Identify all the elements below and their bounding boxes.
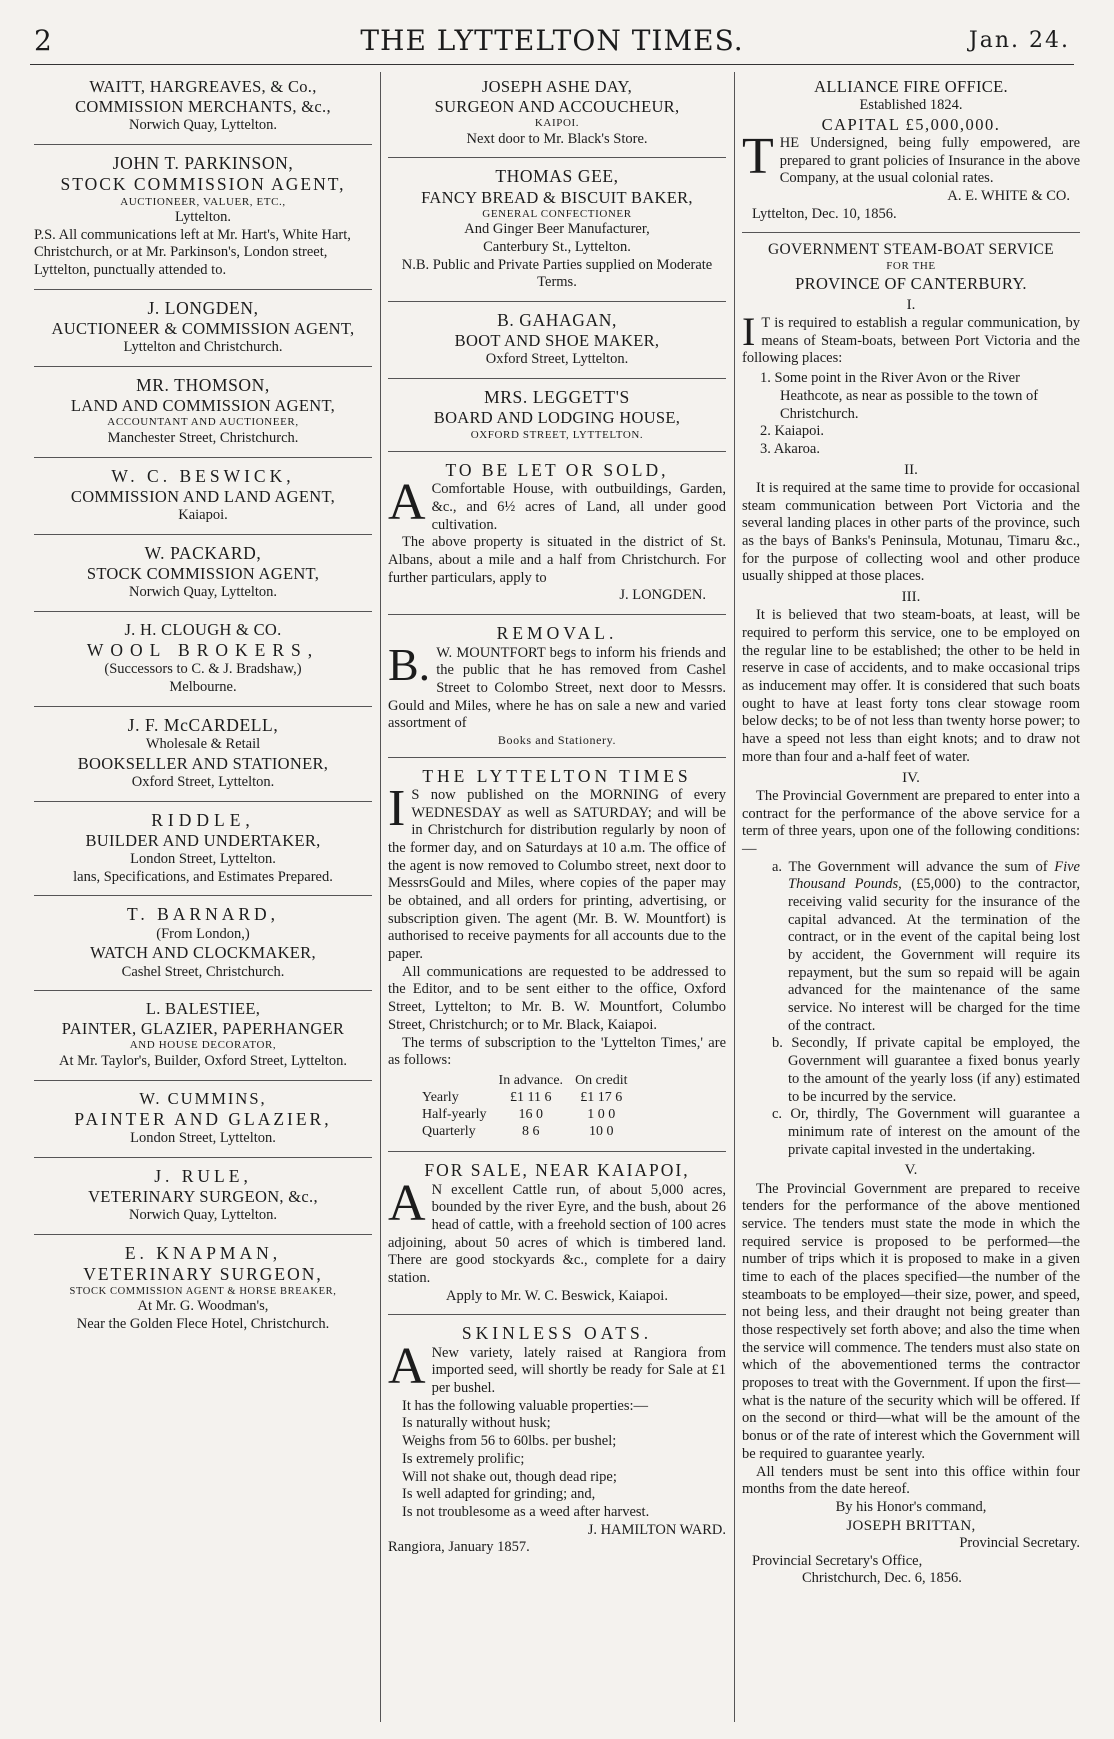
list-item: Is naturally without husk; — [402, 1415, 551, 1432]
condition-text: (£5,000) to the contractor, receiving valid security for the insurance of the capital advanced. At the termination of the contract, or in the event of the capital being lost by accident, the Government will require its repayment, but the sum so repaid will be again advanced for the maintenance of the same service. No interest will be charged for the time of the contract. — [788, 876, 1080, 1034]
ad-trade: WATCH AND CLOCKMAKER, — [90, 943, 316, 963]
ad-address: Manchester Street, Christchurch. — [107, 429, 299, 446]
ad-subtitle: STOCK COMMISSION AGENT & HORSE BREAKER, — [69, 1285, 337, 1297]
table-header — [416, 1072, 634, 1089]
divider — [34, 144, 372, 145]
divider — [34, 534, 372, 535]
ad-waitt — [34, 74, 372, 140]
ad-name: JOHN T. PARKINSON, — [112, 152, 294, 173]
table-cell: In advance. — [498, 1072, 564, 1088]
drop-cap: I — [742, 309, 756, 355]
ad-packard — [34, 540, 372, 607]
ad-subtitle: GENERAL CONFECTIONER — [482, 207, 632, 220]
ad-signature: JOSEPH BRITTAN, — [846, 1517, 976, 1534]
table-row — [416, 1089, 634, 1106]
table-cell: £1 17 6 — [580, 1089, 623, 1105]
ad-subtitle: Established 1824. — [859, 97, 963, 114]
column-divider — [734, 72, 735, 1722]
ad-trade: BOOT AND SHOE MAKER, — [454, 331, 660, 351]
ad-trade: VETERINARY SURGEON, — [83, 1264, 323, 1285]
property-list — [388, 1415, 726, 1521]
ad-beswick — [34, 463, 372, 530]
divider — [34, 289, 372, 290]
ad-body: New variety, lately raised at Rangiora from imported seed, will shortly be ready for Sale at £1 per bushel. — [431, 1344, 726, 1397]
section-body: The Provincial Government are prepared to receive tenders for the performance of the above mentioned service. The tenders must state the mode in which the required service is proposed to be performed—the number of trips which it is proposed to make in a given time to each of the places specified—the number of the steamboats to be employed—their size, power, and speed, not being less, and their draught not being greater than those respectively set forth above; and also the time when the service will commence. The tenders must also state on which of the abovementioned terms the contractor proposes to treat with the Government. If upon the first—what is the nature of the security which will be offered. If on the second or third—what will be the amount of the bonus or of the rate of interest which the Government will be required to guarantee yearly. — [742, 1180, 1080, 1462]
ad-trade: SURGEON AND ACCOUCHEUR, — [434, 97, 680, 117]
places-list — [742, 370, 1080, 458]
ad-trade: FANCY BREAD & BISCUIT BAKER, — [421, 187, 693, 207]
ad-gee — [388, 163, 726, 297]
section-body: T is required to establish a regular communication, by means of Steam-boats, between Port Victoria and the following places: — [742, 315, 1080, 367]
ad-subtitle: AND HOUSE DECORATOR, — [129, 1039, 277, 1052]
ad-address: Melbourne. — [169, 678, 237, 695]
ad-dateline: Christchurch, Dec. 6, 1856. — [802, 1570, 962, 1587]
ad-lyttelton-times — [388, 763, 726, 1148]
ad-address: Near the Golden Flece Hotel, Christchurch. — [76, 1316, 330, 1333]
ad-subtitle: FOR THE — [886, 260, 936, 273]
ad-body: W. MOUNTFORT begs to inform his friends and the public that he has removed from Cashel Street to Colombo Street, next door to Messrs. Gould and Miles, where he has on sale a new and varied assortment of — [388, 644, 726, 732]
ad-note: lans, Specifications, and Estimates Prepared. — [73, 868, 333, 885]
ad-subtitle: AUCTIONEER, VALUER, ETC., — [120, 195, 286, 208]
ad-trade: AUCTIONEER & COMMISSION AGENT, — [51, 319, 355, 339]
ad-to-let — [388, 457, 726, 610]
ad-office: Provincial Secretary's Office, — [752, 1552, 923, 1569]
ad-body: The above property is situated in the district of St. Albans, about a mile and a half from Christchurch. For further particulars, apply to — [388, 534, 726, 586]
ad-address: OXFORD STREET, LYTTELTON. — [470, 428, 644, 441]
ad-subtitle: (Successors to C. & J. Bradshaw,) — [104, 661, 302, 678]
divider — [388, 614, 726, 615]
ad-trade: PAINTER AND GLAZIER, — [74, 1108, 332, 1129]
ad-signature: J. HAMILTON WARD. — [587, 1521, 726, 1538]
ad-cummins — [34, 1086, 372, 1153]
masthead-rule — [30, 64, 1074, 65]
table-cell: 8 6 — [522, 1124, 540, 1140]
ad-signature: A. E. WHITE & CO. — [947, 188, 1070, 204]
ad-title: Provincial Secretary. — [959, 1534, 1080, 1551]
section-number: II. — [904, 461, 918, 478]
drop-cap: T — [742, 127, 774, 185]
ad-address: London Street, Lyttelton. — [130, 850, 276, 867]
page-number: 2 — [34, 24, 52, 57]
ad-address: At Mr. G. Woodman's, — [137, 1298, 269, 1315]
ad-trade: PAINTER, GLAZIER, PAPERHANGER — [61, 1019, 345, 1039]
ad-balestiee — [34, 996, 372, 1075]
ad-name: MR. THOMSON, — [136, 374, 270, 395]
command-line: By his Honor's command, — [835, 1498, 987, 1515]
ad-note: N.B. Public and Private Parties supplied on Moderate Terms. — [401, 256, 713, 291]
ad-skinless-oats — [388, 1320, 726, 1562]
ad-alliance — [742, 74, 1080, 228]
drop-cap: A — [388, 1174, 426, 1232]
ad-name: W. PACKARD, — [144, 542, 262, 563]
divider — [388, 157, 726, 158]
divider — [34, 366, 372, 367]
ad-name: B. GAHAGAN, — [497, 309, 617, 330]
ad-name: RIDDLE, — [151, 809, 255, 830]
ad-subtitle: ACCOUNTANT AND AUCTIONEER, — [107, 416, 299, 429]
ad-address: Next door to Mr. Black's Store. — [466, 130, 648, 147]
list-item: 3. Akaroa. — [760, 440, 820, 457]
ad-trade: COMMISSION AND LAND AGENT, — [70, 486, 336, 506]
ad-address: Kaiapoi. — [178, 506, 228, 523]
section-number: III. — [901, 589, 921, 606]
ad-apply: Apply to Mr. W. C. Beswick, Kaiapoi. — [446, 1287, 668, 1304]
ad-name: E. KNAPMAN, — [124, 1242, 282, 1263]
divider — [388, 378, 726, 379]
ad-address: Cashel Street, Christchurch. — [121, 963, 285, 980]
ad-parkinson — [34, 150, 372, 285]
ad-heading: SKINLESS OATS. — [461, 1323, 653, 1344]
divider — [34, 1080, 372, 1081]
condition-text: a. The Government will advance the sum of — [772, 858, 1055, 875]
ad-name: J. F. McCARDELL, — [127, 714, 279, 735]
ad-thomson — [34, 372, 372, 453]
ad-riddle — [34, 807, 372, 892]
ad-name: W. CUMMINS, — [139, 1088, 267, 1108]
drop-cap: A — [388, 474, 426, 532]
issue-date: Jan. 24. — [968, 28, 1070, 53]
ad-subtitle: Wholesale & Retail — [145, 736, 261, 752]
ad-trade: LAND AND COMMISSION AGENT, — [70, 396, 336, 416]
section-number: V. — [904, 1162, 918, 1179]
ad-body: N excellent Cattle run, of about 5,000 acres, bounded by the river Eyre, and the bush, about 26 head of cattle, with a freehold section of 100 acres adjoining, about 50 acres of which is timbered land. There are good stockyards &c., complete for a dairy station. — [388, 1181, 726, 1286]
ad-body: It has the following valuable properties:— — [402, 1397, 649, 1414]
divider — [388, 451, 726, 452]
ad-note: P.S. All communications left at Mr. Hart's, White Hart, Christchurch, or at Mr. Parkinson's, London street, Lyttelton, punctually attended to. — [34, 226, 351, 279]
column-divider — [380, 72, 381, 1722]
drop-cap: A — [388, 1337, 426, 1395]
table-cell: Quarterly — [422, 1124, 476, 1140]
list-item: Is not troublesome as a weed after harvest. — [402, 1503, 650, 1520]
section-number: I. — [906, 296, 916, 313]
ad-body: The terms of subscription to the 'Lyttelton Times,' are as follows: — [388, 1034, 726, 1069]
table-row — [416, 1123, 634, 1140]
ad-subtitle: KAIPOI. — [534, 117, 580, 130]
section-number: IV. — [902, 769, 920, 786]
ad-name: W. C. BESWICK, — [111, 465, 295, 486]
section-body: It is required at the same time to provide for occasional steam communication between Port Victoria and the several landing places in other parts of the province, such as the bays of Banks's Peninsula, Motunau, Timaru &c., for the purpose of collecting wool and other produce usually shipped at those places. — [742, 479, 1080, 585]
ad-body: HE Undersigned, being fully empowered, are prepared to grant policies of Insurance in the above Company, at the usual colonial rates. — [779, 134, 1080, 187]
ad-capital: CAPITAL £5,000,000. — [821, 114, 1001, 134]
divider — [742, 232, 1080, 233]
ad-dateline: Lyttelton, Dec. 10, 1856. — [752, 205, 897, 222]
ad-body: All communications are requested to be addressed to the Editor, and to be sent either to the office, Oxford Street, Lyttelton; to Mr. B. W. Mountfort, Columbo Street, Christchurch; or to Mr. Black, Kaiapoi. — [388, 963, 726, 1033]
ad-address: Lyttelton. — [175, 209, 231, 226]
ad-heading: THE LYTTELTON TIMES — [422, 765, 692, 786]
column-3 — [742, 74, 1080, 1593]
ad-address: Oxford Street, Lyttelton. — [485, 351, 629, 368]
ad-gahagan — [388, 307, 726, 374]
ad-name: J. H. CLOUGH & CO. — [124, 619, 282, 639]
list-item: Weighs from 56 to 60lbs. per bushel; — [402, 1433, 617, 1450]
table-cell: 16 0 — [518, 1107, 544, 1123]
section-body: It is believed that two steam-boats, at least, will be required to perform this service, one to be employed on the regular line to be established; the other to be held in reserve in case of accidents, and to make occasional trips as inducement may offer. It is considered that such boats ought to have at least forty tons clear stowage room below decks; to be of not less than twenty horse power; to have a speed not less than eight knots; and to draw not more than four and a-half feet of water. — [742, 607, 1080, 765]
table-cell: £1 11 6 — [510, 1089, 552, 1105]
drop-cap: B. — [388, 638, 431, 690]
section-body: The Provincial Government are prepared to enter into a contract for the performance of the above service for a term of three years, upon one of the following conditions:— — [742, 787, 1080, 857]
divider — [388, 1151, 726, 1152]
divider — [34, 1234, 372, 1235]
ad-longden — [34, 295, 372, 362]
ad-trade: WOOL BROKERS, — [86, 639, 320, 660]
ad-body: S now published on the MORNING of every WEDNESDAY as well as SATURDAY; and will be in Christchurch for distribution regularly by noon of the former day, and on Saturdays at 10 a.m. The office of the agent is now removed to Columbo street, next door to MessrsGould and Miles, where copies of the paper may be obtained, and all orders for printing, advertising, or subscription given. The agent (Mr. B. W. Mountfort) is authorised to receive payments for all accounts due to the paper. — [388, 786, 726, 963]
ad-address: Oxford Street, Lyttelton. — [131, 773, 275, 790]
ad-signature: J. LONGDEN. — [619, 587, 706, 604]
list-item — [742, 859, 1080, 1036]
ad-trade: BUILDER AND UNDERTAKER, — [85, 830, 321, 850]
ad-rule — [34, 1163, 372, 1230]
section-body: All tenders must be sent into this office within four months from the date hereof. — [742, 1463, 1080, 1498]
ad-address: Norwich Quay, Lyttelton. — [128, 584, 278, 601]
divider — [34, 706, 372, 707]
ad-body: Comfortable House, with outbuildings, Garden, &c., and 6½ acres of Land, all under good cultivation. — [431, 481, 726, 533]
ad-heading: ALLIANCE FIRE OFFICE. — [814, 77, 1008, 96]
ad-address: Norwich Quay, Lyttelton. — [128, 117, 278, 134]
masthead — [30, 22, 1074, 60]
divider — [388, 757, 726, 758]
ad-subtitle: PROVINCE OF CANTERBURY. — [795, 273, 1027, 293]
drop-cap: I — [388, 779, 406, 837]
ad-trade: STOCK COMMISSION AGENT, — [60, 174, 346, 195]
conditions-list — [742, 859, 1080, 1160]
divider — [34, 990, 372, 991]
ad-name: T. BARNARD, — [126, 904, 280, 925]
ad-leggett — [388, 384, 726, 447]
condition-amount: Five Thousand Pounds, — [788, 858, 1080, 893]
ad-line: And Ginger Beer Manufacturer, — [464, 221, 650, 238]
ad-address: Canterbury St., Lyttelton. — [483, 238, 631, 255]
subscription-table — [416, 1072, 634, 1140]
divider — [388, 1314, 726, 1315]
list-item: Is well adapted for grinding; and, — [402, 1486, 596, 1503]
ad-name: J. LONGDEN, — [147, 297, 259, 318]
ad-mccardell — [34, 712, 372, 797]
list-item: b. Secondly, If private capital be employed, the Government will guarantee a fixed bonus yearly to the amount of the yearly loss (if any) estimated to be incurred by the service. — [772, 1035, 1080, 1105]
ad-goods: Books and Stationery. — [497, 732, 617, 747]
list-item: 1. Some point in the River Avon or the River Heathcote, as near as possible to the town of Christchurch. — [760, 370, 1039, 422]
table-cell: On credit — [575, 1072, 628, 1088]
list-item: Will not shake out, though dead ripe; — [402, 1468, 617, 1485]
ad-name: JOSEPH ASHE DAY, — [481, 77, 633, 96]
ad-knapman — [34, 1240, 372, 1339]
list-item: 2. Kaiapoi. — [760, 423, 825, 440]
ad-heading: FOR SALE, NEAR KAIAPOI, — [424, 1160, 690, 1181]
list-item: c. Or, thirdly, The Government will guarantee a minimum rate of interest on the amount of the private capital invested in the undertaking. — [772, 1106, 1080, 1158]
ad-heading: GOVERNMENT STEAM-BOAT SERVICE — [768, 241, 1054, 259]
table-cell: 1 0 0 — [587, 1107, 616, 1123]
ad-name: THOMAS GEE, — [495, 166, 619, 187]
ad-barnard — [34, 901, 372, 986]
ad-for-sale — [388, 1157, 726, 1310]
ad-clough — [34, 617, 372, 702]
table-cell: Half-yearly — [422, 1107, 487, 1123]
column-1 — [34, 74, 372, 1339]
column-2 — [388, 74, 726, 1562]
ad-address: Norwich Quay, Lyttelton. — [128, 1207, 278, 1224]
ad-trade: STOCK COMMISSION AGENT, — [86, 564, 320, 583]
ad-name: MRS. LEGGETT'S — [484, 387, 630, 408]
divider — [34, 895, 372, 896]
ad-heading: REMOVAL. — [496, 623, 618, 644]
divider — [34, 611, 372, 612]
ad-trade: COMMISSION MERCHANTS, &c., — [75, 97, 331, 117]
ad-name: WAITT, HARGREAVES, & Co., — [89, 77, 317, 96]
list-item: Is extremely prolific; — [402, 1450, 525, 1467]
divider — [34, 801, 372, 802]
table-cell: 10 0 — [589, 1124, 614, 1140]
ad-removal — [388, 620, 726, 752]
ad-address: At Mr. Taylor's, Builder, Oxford Street, Lyttelton. — [59, 1052, 347, 1069]
divider — [34, 457, 372, 458]
table-row — [416, 1106, 634, 1123]
ad-name: L. BALESTIEE, — [145, 999, 261, 1019]
ad-subtitle: (From London,) — [156, 925, 250, 942]
ad-trade: VETERINARY SURGEON, &c., — [88, 1187, 318, 1207]
ad-heading: TO BE LET OR SOLD, — [445, 460, 669, 480]
ad-name: J. RULE, — [154, 1165, 252, 1186]
table-cell: Yearly — [422, 1089, 459, 1105]
table-cell — [416, 1072, 493, 1089]
ad-trade: BOOKSELLER AND STATIONER, — [77, 753, 329, 773]
ad-day — [388, 74, 726, 153]
ad-trade: BOARD AND LODGING HOUSE, — [433, 408, 681, 428]
ad-address: London Street, Lyttelton. — [130, 1130, 276, 1146]
divider — [388, 301, 726, 302]
ad-dateline: Rangiora, January 1857. — [388, 1539, 530, 1556]
ad-address: Lyttelton and Christchurch. — [123, 339, 283, 356]
divider — [34, 1157, 372, 1158]
ad-government-steam-boat — [742, 238, 1080, 1593]
newspaper-title: THE LYTTELTON TIMES. — [360, 24, 744, 57]
